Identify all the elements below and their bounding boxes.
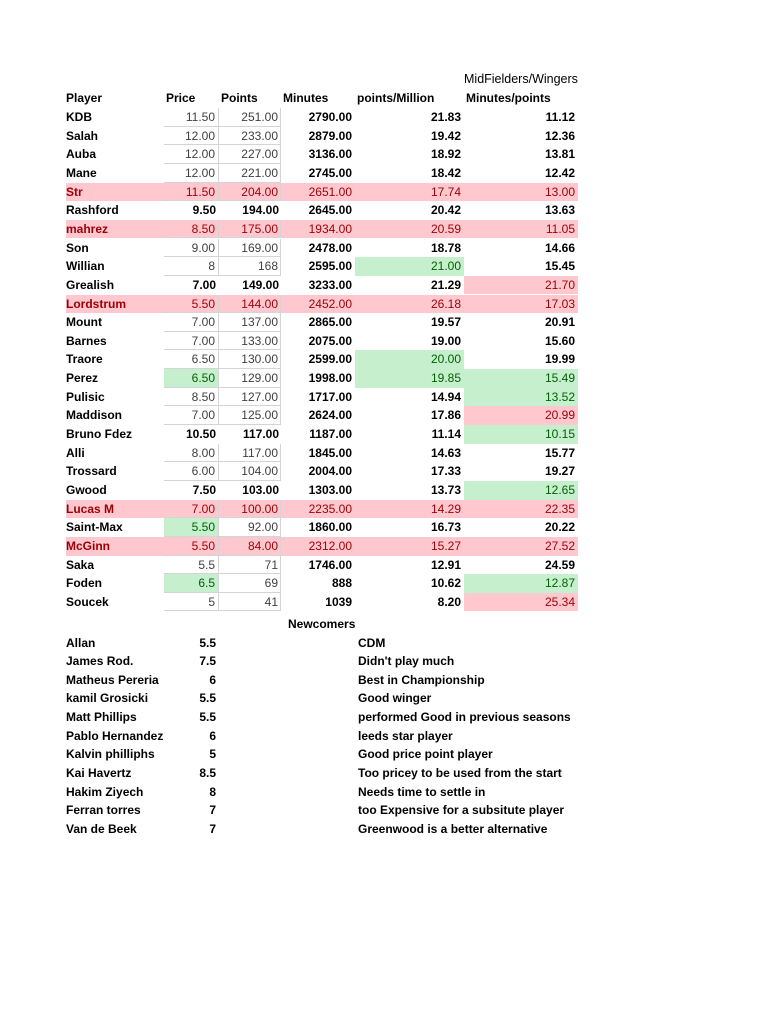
ppm-cell[interactable]: 20.00 [355, 350, 464, 369]
newcomer-name-cell[interactable]: Matheus Pereria [66, 672, 159, 687]
mpp-cell[interactable]: 13.63 [544, 203, 575, 218]
header-row [0, 89, 768, 108]
table-row [0, 183, 768, 202]
mpp-cell[interactable]: 17.03 [464, 295, 578, 314]
ppm-cell[interactable]: 18.42 [430, 165, 461, 180]
points-cell[interactable]: 103.00 [242, 483, 279, 497]
price-cell[interactable]: 12.00 [164, 145, 219, 164]
minutes-cell[interactable]: 2865.00 [308, 315, 352, 330]
price-cell[interactable]: 10.50 [185, 427, 216, 442]
newcomer-note-cell[interactable]: Good winger [358, 691, 432, 706]
table-row [0, 313, 768, 332]
price-cell[interactable]: 8.50 [164, 388, 219, 407]
price-cell[interactable]: 8 [164, 257, 219, 276]
table-row [0, 537, 768, 556]
price-cell[interactable]: 6.00 [164, 462, 219, 481]
newcomer-note-cell[interactable]: leeds star player [358, 728, 453, 743]
table-row [0, 444, 768, 463]
header-minutes[interactable]: Minutes [283, 91, 329, 105]
points-cell[interactable]: 84.00 [219, 537, 281, 556]
points-cell[interactable]: 227.00 [219, 145, 281, 164]
price-cell[interactable]: 5.50 [164, 295, 219, 314]
newcomer-row [0, 745, 768, 764]
newcomer-note-cell[interactable]: performed Good in previous seasons [358, 710, 571, 725]
table-row [0, 201, 768, 220]
mpp-cell[interactable]: 24.59 [544, 557, 575, 572]
mpp-cell[interactable]: 25.34 [464, 593, 578, 612]
price-cell[interactable]: 11.50 [164, 183, 219, 202]
minutes-cell[interactable]: 2235.00 [281, 500, 355, 519]
mpp-cell[interactable]: 15.45 [544, 259, 575, 274]
newcomer-row [0, 708, 768, 727]
ppm-cell[interactable]: 20.42 [430, 203, 461, 218]
player-name-cell[interactable]: Auba [66, 147, 96, 162]
table-row [0, 481, 768, 500]
table-row [0, 295, 768, 314]
player-name-cell[interactable]: Lucas M [66, 500, 164, 519]
newcomer-row [0, 764, 768, 783]
newcomer-row [0, 634, 768, 653]
table-row [0, 276, 768, 295]
price-cell[interactable]: 9.00 [164, 239, 219, 258]
ppm-cell[interactable]: 18.92 [430, 147, 461, 162]
newcomer-price-cell[interactable]: 5.5 [199, 710, 216, 725]
newcomer-name-cell[interactable]: Pablo Hernandez [66, 728, 164, 743]
mpp-cell[interactable]: 13.52 [464, 388, 578, 407]
price-cell[interactable]: 11.50 [164, 108, 219, 127]
table-row [0, 462, 768, 481]
newcomer-note-cell[interactable]: Needs time to settle in [358, 784, 486, 799]
table-row [0, 127, 768, 146]
ppm-cell[interactable]: 13.73 [430, 483, 461, 497]
table-row [0, 145, 768, 164]
minutes-cell[interactable]: 3136.00 [308, 147, 352, 162]
price-cell[interactable]: 5.50 [164, 537, 219, 556]
header-minutes-per-point[interactable]: Minutes/points [466, 91, 551, 105]
header-price[interactable]: Price [166, 91, 196, 105]
player-name-cell[interactable]: Maddison [66, 408, 122, 423]
ppm-cell[interactable]: 17.74 [355, 183, 464, 202]
minutes-cell[interactable]: 2452.00 [281, 295, 355, 314]
minutes-cell[interactable]: 2790.00 [308, 110, 352, 124]
player-name-cell[interactable]: Perez [66, 371, 99, 386]
minutes-cell[interactable]: 2004.00 [308, 464, 352, 479]
title-row [0, 70, 768, 89]
ppm-cell[interactable]: 12.91 [430, 557, 461, 572]
header-points-per-million[interactable]: points/Million [357, 91, 435, 105]
ppm-cell[interactable]: 8.20 [437, 594, 461, 609]
player-name-cell[interactable]: Gwood [66, 483, 107, 497]
ppm-cell[interactable]: 19.57 [430, 315, 461, 330]
price-cell[interactable]: 7.00 [164, 313, 219, 332]
table-row [0, 350, 768, 369]
points-cell[interactable]: 251.00 [219, 108, 281, 127]
newcomer-note-cell[interactable]: too Expensive for a subsitute player [358, 803, 565, 818]
newcomer-row [0, 783, 768, 802]
mpp-cell[interactable]: 13.00 [464, 183, 578, 202]
minutes-cell[interactable]: 1303.00 [308, 483, 352, 497]
newcomer-price-cell[interactable]: 6 [209, 728, 216, 743]
minutes-cell[interactable]: 2075.00 [308, 333, 352, 348]
newcomer-note-cell[interactable]: Greenwood is a better alternative [358, 822, 548, 836]
newcomer-name-cell[interactable]: Matt Phillips [66, 710, 137, 725]
player-name-cell[interactable]: Alli [66, 445, 85, 460]
newcomers-label[interactable]: Newcomers [288, 617, 356, 631]
ppm-cell[interactable]: 21.83 [430, 110, 461, 124]
points-cell[interactable]: 168 [219, 257, 281, 276]
player-name-cell[interactable]: Saint-Max [66, 520, 123, 535]
points-cell[interactable]: 130.00 [219, 350, 281, 369]
mpp-cell[interactable]: 27.52 [464, 537, 578, 556]
points-cell[interactable]: 92.00 [219, 518, 281, 537]
minutes-cell[interactable]: 2478.00 [308, 240, 352, 255]
minutes-cell[interactable]: 1746.00 [308, 557, 352, 572]
header-points[interactable]: Points [221, 91, 258, 105]
minutes-cell[interactable]: 1187.00 [309, 427, 352, 442]
price-cell[interactable]: 7.00 [164, 406, 219, 425]
points-cell[interactable]: 117.00 [219, 444, 281, 463]
mpp-cell[interactable]: 20.22 [544, 520, 575, 535]
mpp-cell[interactable]: 21.70 [464, 276, 578, 295]
newcomer-name-cell[interactable]: Van de Beek [66, 822, 137, 836]
mpp-cell[interactable]: 20.91 [544, 315, 575, 330]
points-cell[interactable]: 69 [219, 574, 281, 593]
player-name-cell[interactable]: Rashford [66, 203, 119, 218]
points-cell[interactable]: 169.00 [219, 239, 281, 258]
ppm-cell[interactable]: 18.78 [430, 240, 461, 255]
mpp-cell[interactable]: 19.99 [544, 352, 575, 367]
newcomer-price-cell[interactable]: 5.5 [199, 635, 216, 650]
ppm-cell[interactable]: 21.00 [355, 257, 464, 276]
newcomer-note-cell[interactable]: Too pricey to be used from the start [358, 766, 562, 781]
price-cell[interactable]: 8.00 [164, 444, 219, 463]
ppm-cell[interactable]: 26.18 [355, 295, 464, 314]
mpp-cell[interactable]: 11.05 [464, 220, 578, 239]
newcomer-row [0, 820, 768, 839]
minutes-cell[interactable]: 2599.00 [308, 352, 352, 367]
newcomer-note-cell[interactable]: CDM [358, 635, 386, 650]
minutes-cell[interactable]: 1860.00 [308, 520, 352, 535]
player-name-cell[interactable]: Bruno Fdez [66, 427, 132, 442]
newcomer-price-cell[interactable]: 7.5 [199, 654, 216, 669]
player-name-cell[interactable]: Soucek [66, 594, 109, 609]
newcomer-note-cell[interactable]: Best in Championship [358, 672, 485, 687]
player-name-cell[interactable]: Willian [66, 259, 105, 274]
newcomer-name-cell[interactable]: Kai Havertz [66, 766, 132, 781]
newcomer-note-cell[interactable]: Good price point player [358, 747, 493, 762]
points-cell[interactable]: 41 [219, 593, 281, 612]
points-cell[interactable]: 104.00 [219, 462, 281, 481]
mpp-cell[interactable]: 19.27 [544, 464, 575, 479]
mpp-cell[interactable]: 15.77 [544, 445, 575, 460]
mpp-cell[interactable]: 14.66 [544, 240, 575, 255]
minutes-cell[interactable]: 1998.00 [308, 371, 352, 386]
sheet-title[interactable]: MidFielders/Wingers [464, 72, 578, 86]
minutes-cell[interactable]: 2624.00 [308, 408, 352, 423]
points-cell[interactable]: 194.00 [242, 203, 279, 218]
price-cell[interactable]: 7.00 [164, 500, 219, 519]
mpp-cell[interactable]: 12.87 [464, 574, 578, 593]
player-name-cell[interactable]: Traore [66, 352, 103, 367]
ppm-cell[interactable]: 19.42 [430, 128, 461, 143]
mpp-cell[interactable]: 20.99 [464, 406, 578, 425]
newcomer-row [0, 689, 768, 708]
price-cell[interactable]: 6.50 [164, 350, 219, 369]
minutes-cell[interactable]: 2645.00 [308, 203, 352, 218]
player-name-cell[interactable]: Lordstrum [66, 295, 164, 314]
minutes-cell[interactable]: 1039 [325, 594, 352, 609]
points-cell[interactable]: 149.00 [242, 277, 279, 292]
table-row [0, 500, 768, 519]
price-cell[interactable]: 7.00 [164, 332, 219, 351]
player-name-cell[interactable]: Mount [66, 315, 102, 330]
newcomer-name-cell[interactable]: Allan [66, 635, 96, 650]
points-cell[interactable]: 133.00 [219, 332, 281, 351]
player-name-cell[interactable]: Trossard [66, 464, 117, 479]
player-name-cell[interactable]: Son [66, 240, 89, 255]
ppm-cell[interactable]: 14.94 [430, 389, 461, 404]
table-row [0, 425, 768, 444]
table-row [0, 257, 768, 276]
price-cell[interactable]: 12.00 [164, 164, 219, 183]
points-cell[interactable]: 233.00 [219, 127, 281, 146]
ppm-cell[interactable]: 19.00 [430, 333, 461, 348]
ppm-cell[interactable]: 15.27 [355, 537, 464, 556]
points-cell[interactable]: 137.00 [219, 313, 281, 332]
newcomer-price-cell[interactable]: 8 [209, 784, 216, 799]
points-cell[interactable]: 144.00 [219, 295, 281, 314]
price-cell[interactable]: 5 [164, 593, 219, 612]
ppm-cell[interactable]: 16.73 [430, 520, 461, 535]
points-cell[interactable]: 125.00 [219, 406, 281, 425]
table-row [0, 556, 768, 575]
points-cell[interactable]: 127.00 [219, 388, 281, 407]
player-name-cell[interactable]: Barnes [66, 333, 107, 348]
newcomer-note-cell[interactable]: Didn't play much [358, 654, 455, 669]
mpp-cell[interactable]: 22.35 [464, 500, 578, 519]
minutes-cell[interactable]: 2595.00 [308, 259, 352, 274]
newcomer-name-cell[interactable]: kamil Grosicki [66, 691, 149, 706]
newcomer-name-cell[interactable]: Hakim Ziyech [66, 784, 144, 799]
minutes-cell[interactable]: 2312.00 [281, 537, 355, 556]
ppm-cell[interactable]: 17.33 [430, 464, 461, 479]
mpp-cell[interactable]: 11.12 [545, 110, 575, 124]
player-name-cell[interactable]: Mane [66, 165, 97, 180]
points-cell[interactable]: 204.00 [219, 183, 281, 202]
price-cell[interactable]: 5.50 [164, 518, 219, 537]
newcomer-price-cell[interactable]: 5 [209, 747, 216, 762]
table-row [0, 220, 768, 239]
table-row [0, 164, 768, 183]
price-cell[interactable]: 7.50 [192, 483, 216, 497]
player-name-cell[interactable]: Foden [66, 576, 102, 591]
newcomer-row [0, 671, 768, 690]
ppm-cell[interactable]: 21.29 [430, 277, 461, 292]
minutes-cell[interactable]: 888 [331, 576, 352, 591]
table-row [0, 574, 768, 593]
ppm-cell[interactable]: 17.86 [430, 408, 461, 423]
player-name-cell[interactable]: Pulisic [66, 389, 105, 404]
table-row [0, 369, 768, 388]
player-name-cell[interactable]: Str [66, 183, 164, 202]
minutes-cell[interactable]: 1934.00 [281, 220, 355, 239]
mpp-cell[interactable]: 12.65 [464, 481, 578, 500]
table-row [0, 332, 768, 351]
points-cell[interactable]: 129.00 [219, 369, 281, 388]
mpp-cell[interactable]: 13.81 [544, 147, 575, 162]
ppm-cell[interactable]: 20.59 [355, 220, 464, 239]
minutes-cell[interactable]: 2879.00 [308, 128, 352, 143]
newcomer-price-cell[interactable]: 6 [209, 672, 216, 687]
newcomer-price-cell[interactable]: 7 [209, 822, 216, 836]
ppm-cell[interactable]: 14.63 [430, 445, 461, 460]
minutes-cell[interactable]: 1717.00 [308, 389, 352, 404]
price-cell[interactable]: 12.00 [164, 127, 219, 146]
mpp-cell[interactable]: 15.49 [464, 369, 578, 388]
newcomer-price-cell[interactable]: 5.5 [199, 691, 216, 706]
player-name-cell[interactable]: mahrez [66, 220, 164, 239]
newcomer-name-cell[interactable]: James Rod. [66, 654, 134, 669]
newcomer-name-cell[interactable]: Ferran torres [66, 803, 141, 818]
minutes-cell[interactable]: 2745.00 [308, 165, 352, 180]
mpp-cell[interactable]: 12.36 [544, 128, 575, 143]
price-cell[interactable]: 6.5 [164, 574, 219, 593]
price-cell[interactable]: 7.00 [192, 277, 216, 292]
player-name-cell[interactable]: Saka [66, 557, 95, 572]
newcomer-name-cell[interactable]: Kalvin philliphs [66, 747, 155, 762]
newcomer-row [0, 652, 768, 671]
player-name-cell[interactable]: KDB [66, 110, 92, 124]
price-cell[interactable]: 9.50 [192, 203, 216, 218]
ppm-cell[interactable]: 11.14 [431, 427, 461, 442]
price-cell[interactable]: 6.50 [164, 369, 219, 388]
table-row [0, 593, 768, 612]
price-cell[interactable]: 5.5 [164, 556, 219, 575]
mpp-cell[interactable]: 12.42 [544, 165, 575, 180]
ppm-cell[interactable]: 19.85 [355, 369, 464, 388]
points-cell[interactable]: 117.00 [242, 427, 279, 442]
table-row [0, 406, 768, 425]
newcomer-price-cell[interactable]: 8.5 [199, 766, 216, 781]
ppm-cell[interactable]: 14.29 [355, 500, 464, 519]
player-name-cell[interactable]: Salah [66, 128, 99, 143]
minutes-cell[interactable]: 3233.00 [308, 277, 352, 292]
points-cell[interactable]: 100.00 [219, 500, 281, 519]
price-cell[interactable]: 8.50 [164, 220, 219, 239]
player-name-cell[interactable]: McGinn [66, 537, 164, 556]
ppm-cell[interactable]: 10.62 [430, 576, 461, 591]
table-row [0, 518, 768, 537]
table-row [0, 239, 768, 258]
newcomer-row [0, 801, 768, 820]
minutes-cell[interactable]: 2651.00 [281, 183, 355, 202]
table-row [0, 388, 768, 407]
points-cell[interactable]: 221.00 [219, 164, 281, 183]
points-cell[interactable]: 175.00 [219, 220, 281, 239]
header-player[interactable]: Player [66, 91, 103, 105]
points-cell[interactable]: 71 [219, 556, 281, 575]
mpp-cell[interactable]: 15.60 [544, 333, 575, 348]
player-name-cell[interactable]: Grealish [66, 277, 115, 292]
table-row [0, 108, 768, 127]
minutes-cell[interactable]: 1845.00 [308, 445, 352, 460]
newcomer-price-cell[interactable]: 7 [209, 803, 216, 818]
newcomer-row [0, 727, 768, 746]
mpp-cell[interactable]: 10.15 [464, 425, 578, 444]
